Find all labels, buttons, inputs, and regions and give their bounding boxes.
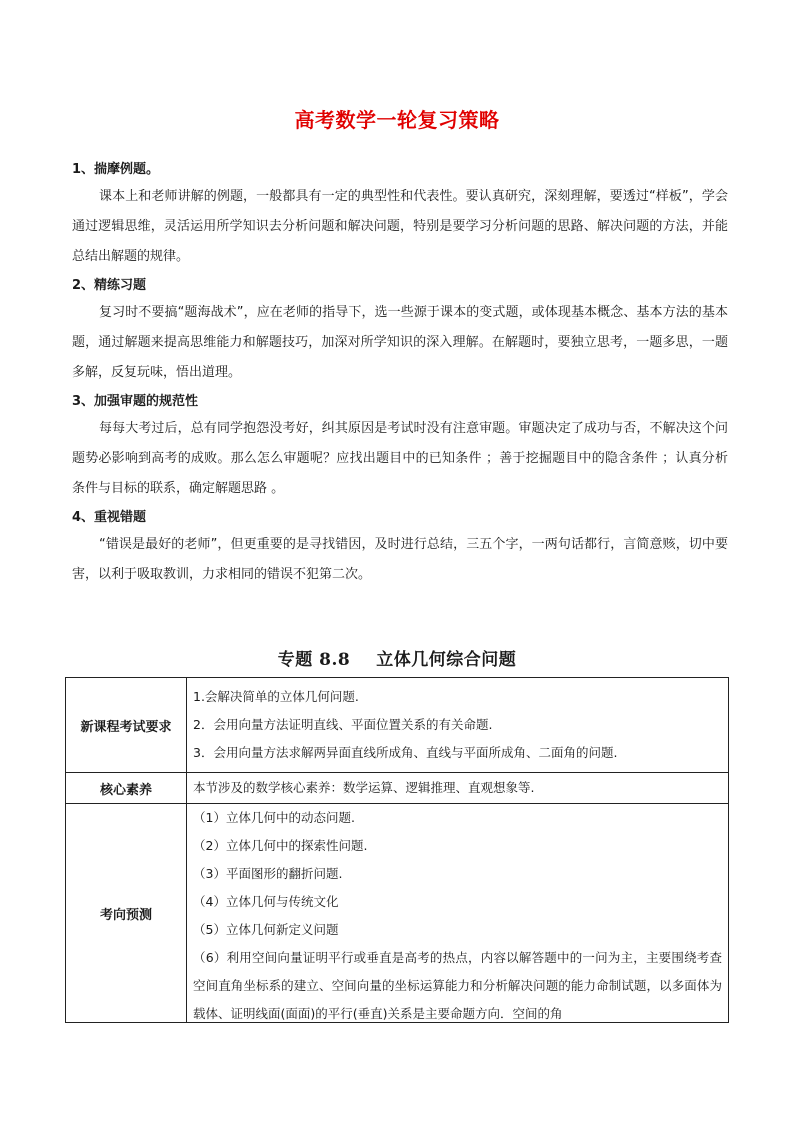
topic-name: 立体几何综合问题 <box>376 650 517 670</box>
forecast-item: （2）立体几何中的探索性问题. <box>193 838 368 853</box>
requirements-row <box>66 678 729 773</box>
forecast-item: （4）立体几何与传统文化 <box>193 894 339 909</box>
forecast-row <box>66 804 729 1023</box>
section-body: “错误是最好的老师”，但更重要的是寻找错因，及时进行总结，三五个字，一两句话都行，言简意赅，切中要害，以利于吸取教训，力求相同的错误不犯第二次。 <box>72 537 728 582</box>
core-literacy-text: 本节涉及的数学核心素养：数学运算、逻辑推理、直观想象等. <box>193 780 535 795</box>
requirement-item: 2．会用向量方法证明直线、平面位置关系的有关命题. <box>193 717 493 732</box>
topic-subtitle <box>0 645 794 670</box>
requirement-item: 3．会用向量方法求解两异面直线所成角、直线与平面所成角、二面角的问题. <box>193 745 618 760</box>
section-1 <box>72 158 728 272</box>
forecast-item: （1）立体几何中的动态问题. <box>193 810 355 825</box>
section-3 <box>72 390 728 504</box>
section-body: 每每大考过后，总有同学抱怨没考好，纠其原因是考试时没有注意审题。审题决定了成功与否，不解决这个问题势必影响到高考的成败。那么怎么审题呢？应找出题目中的已知条件 ；善于挖掘题目中的隐含条件 ；认真分析条件与目标的联系，确定解题思路 。 <box>72 421 728 496</box>
requirement-item: 1.会解决简单的立体几何问题. <box>193 689 359 704</box>
section-heading: 4、重视错题 <box>72 510 147 525</box>
requirements-cell <box>187 678 729 773</box>
section-4 <box>72 506 728 590</box>
section-heading: 3、加强审题的规范性 <box>72 394 199 409</box>
forecast-item: （5）立体几何新定义问题 <box>193 922 339 937</box>
section-body: 课本上和老师讲解的例题，一般都具有一定的典型性和代表性。要认真研究，深刻理解，要透过“样板”，学会通过逻辑思维，灵活运用所学知识去分析问题和解决问题，特别是要学习分析问题的思路、解决问题的方法，并能总结出解题的规律。 <box>72 189 728 264</box>
core-literacy-label: 核心素养 <box>66 773 187 804</box>
forecast-item-long: （6）利用空间向量证明平行或垂直是高考的热点，内容以解答题中的一问为主，主要围绕考查空间直角坐标系的建立、空间向量的坐标运算能力和分析解决问题的能力命制试题，以多面体为载体、证明线面(面面)的平行(垂直)关系是主要命题方向．空间的角 <box>193 950 722 1021</box>
requirements-label: 新课程考试要求 <box>66 678 187 773</box>
forecast-cell <box>187 804 729 1023</box>
topic-number: 专题 8.8 <box>277 650 351 670</box>
forecast-label: 考向预测 <box>66 804 187 1023</box>
section-heading: 1、揣摩例题。 <box>72 162 160 177</box>
section-heading: 2、精练习题 <box>72 278 147 293</box>
core-literacy-cell <box>187 773 729 804</box>
core-literacy-row <box>66 773 729 804</box>
document-title: 高考数学一轮复习策略 <box>294 108 500 132</box>
section-body: 复习时不要搞“题海战术”，应在老师的指导下，选一些源于课本的变式题，或体现基本概念、基本方法的基本题，通过解题来提高思维能力和解题技巧，加深对所学知识的深入理解。在解题时，要独立思考，一题多思，一题多解，反复玩味，悟出道理。 <box>72 305 728 380</box>
forecast-item: （3）平面图形的翻折问题. <box>193 866 343 881</box>
topic-info-table <box>65 677 729 1023</box>
section-2 <box>72 274 728 388</box>
strategy-sections <box>72 158 728 592</box>
